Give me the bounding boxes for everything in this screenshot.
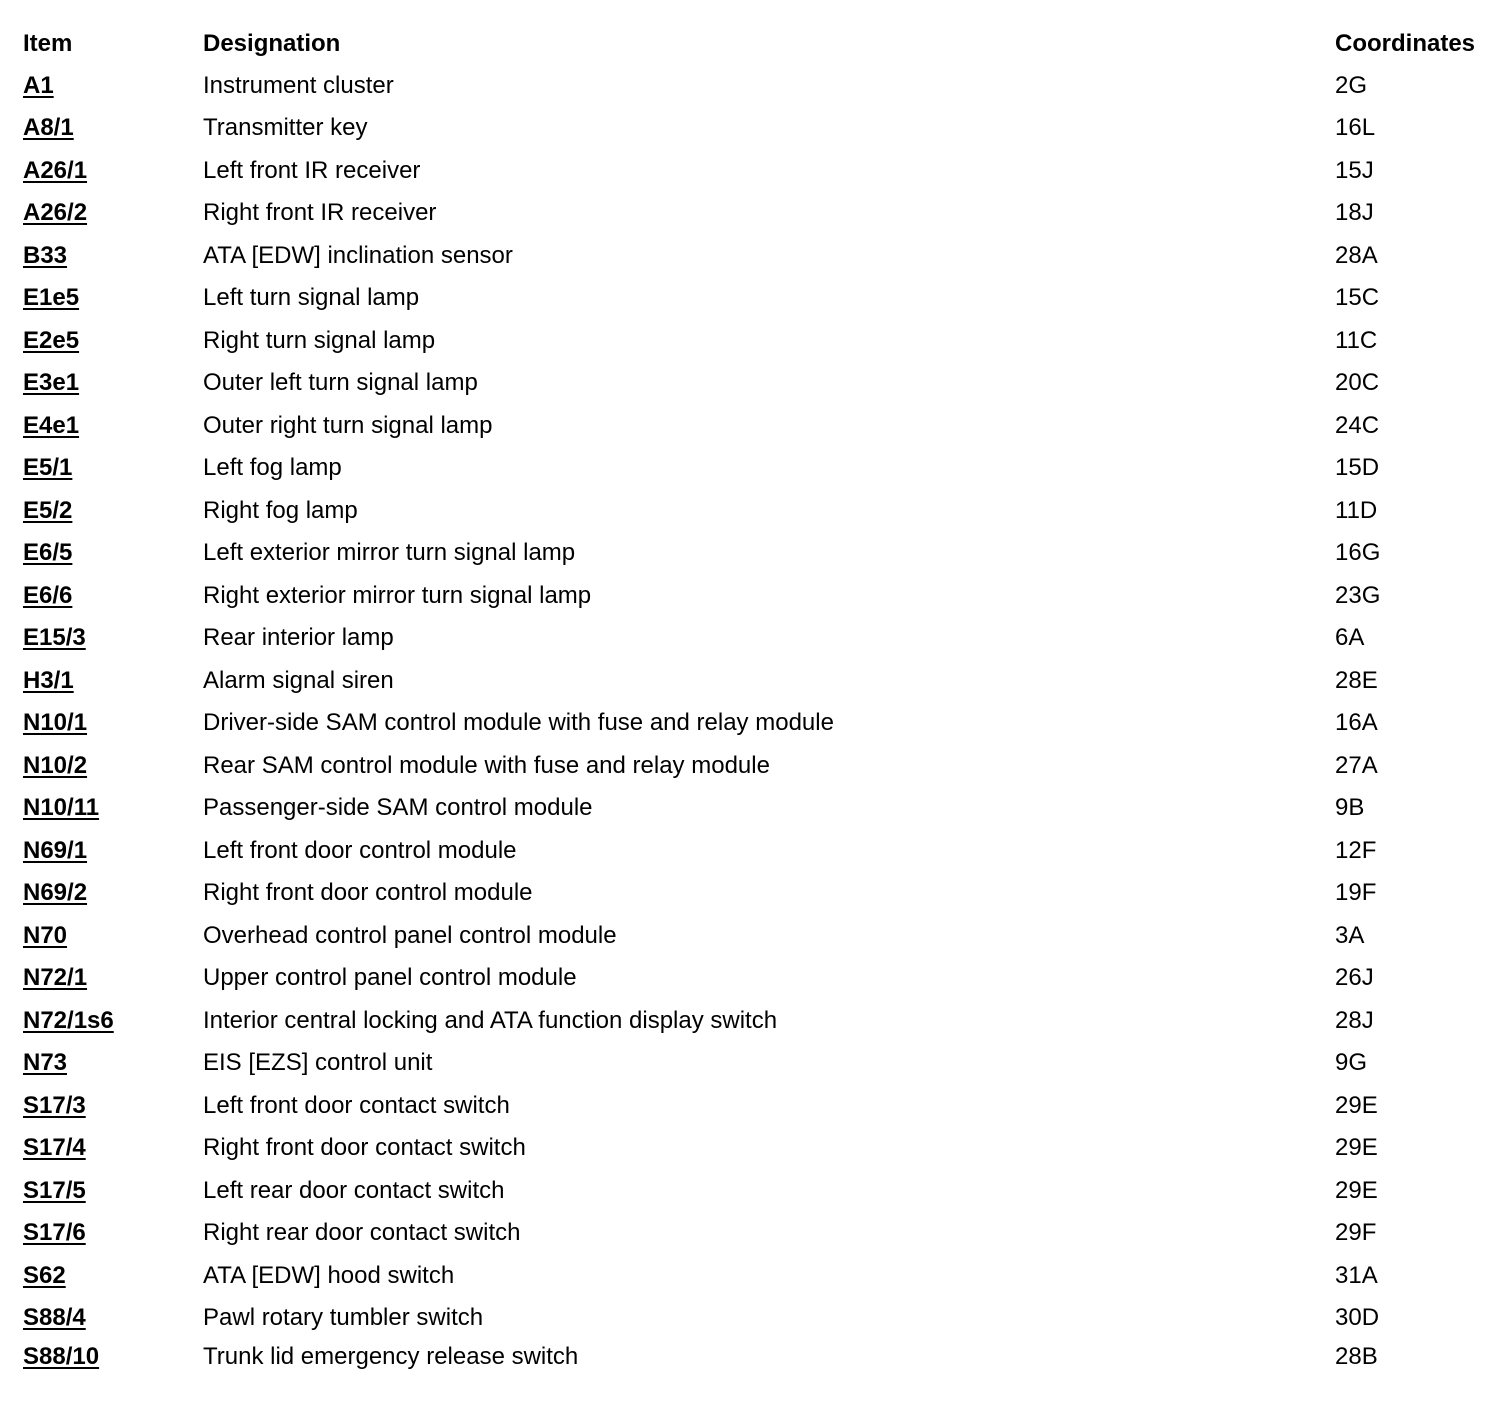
- item-link[interactable]: N69/1: [23, 837, 88, 864]
- header-item: Item: [23, 30, 73, 57]
- designation: Outer left turn signal lamp: [203, 369, 478, 396]
- designation: Right front door contact switch: [203, 1134, 526, 1161]
- legend-row: [0, 236, 1504, 276]
- item-link[interactable]: E3e1: [23, 369, 80, 396]
- designation: Rear interior lamp: [203, 624, 394, 651]
- item-link[interactable]: E6/5: [23, 539, 73, 566]
- item-link[interactable]: N69/2: [23, 879, 88, 906]
- legend-row: [0, 703, 1504, 743]
- legend-row: [0, 278, 1504, 318]
- legend-row: [0, 1171, 1504, 1211]
- item-link[interactable]: E2e5: [23, 327, 80, 354]
- item-link[interactable]: B33: [23, 242, 68, 269]
- item-link[interactable]: E15/3: [23, 624, 86, 651]
- coordinates: 20C: [1335, 369, 1380, 396]
- designation: Pawl rotary tumbler switch: [203, 1304, 484, 1331]
- legend-row: [0, 108, 1504, 148]
- coordinates: 19F: [1335, 879, 1377, 906]
- legend-row: [0, 1086, 1504, 1126]
- coordinates: 6A: [1335, 624, 1365, 651]
- designation: Rear SAM control module with fuse and relay module: [203, 752, 770, 779]
- item-link[interactable]: A8/1: [23, 114, 74, 141]
- designation: Transmitter key: [203, 114, 368, 141]
- coordinates: 9G: [1335, 1049, 1368, 1076]
- legend-row: [0, 406, 1504, 446]
- coordinates: 16A: [1335, 709, 1378, 736]
- item-link[interactable]: N10/11: [23, 794, 100, 821]
- coordinates: 18J: [1335, 199, 1374, 226]
- coordinates: 30D: [1335, 1304, 1380, 1331]
- item-link[interactable]: E6/6: [23, 582, 73, 609]
- designation: Right turn signal lamp: [203, 327, 436, 354]
- legend-header-row: [0, 24, 1504, 64]
- designation: Left turn signal lamp: [203, 284, 420, 311]
- designation: Alarm signal siren: [203, 667, 394, 694]
- item-link[interactable]: S17/5: [23, 1177, 86, 1204]
- item-link[interactable]: S62: [23, 1262, 66, 1289]
- coordinates: 28B: [1335, 1343, 1378, 1370]
- item-link[interactable]: N70: [23, 922, 68, 949]
- legend-row: [0, 1256, 1504, 1296]
- designation: EIS [EZS] control unit: [203, 1049, 433, 1076]
- coordinates: 15D: [1335, 454, 1380, 481]
- coordinates: 29F: [1335, 1219, 1377, 1246]
- legend-row: [0, 788, 1504, 828]
- legend-row: [0, 1337, 1504, 1377]
- legend-row: [0, 66, 1504, 106]
- coordinates: 16L: [1335, 114, 1376, 141]
- coordinates: 27A: [1335, 752, 1378, 779]
- item-link[interactable]: N72/1: [23, 964, 88, 991]
- item-link[interactable]: N73: [23, 1049, 68, 1076]
- legend-row: [0, 873, 1504, 913]
- coordinates: 12F: [1335, 837, 1377, 864]
- coordinates: 16G: [1335, 539, 1381, 566]
- coordinates: 29E: [1335, 1134, 1378, 1161]
- designation: ATA [EDW] hood switch: [203, 1262, 455, 1289]
- coordinates: 24C: [1335, 412, 1380, 439]
- item-link[interactable]: N10/1: [23, 709, 88, 736]
- designation: Right front door control module: [203, 879, 533, 906]
- designation: Left front door control module: [203, 837, 517, 864]
- item-link[interactable]: N10/2: [23, 752, 88, 779]
- coordinates: 28J: [1335, 1007, 1374, 1034]
- designation: Driver-side SAM control module with fuse and relay module: [203, 709, 834, 736]
- coordinates: 28E: [1335, 667, 1378, 694]
- designation: Right rear door contact switch: [203, 1219, 521, 1246]
- coordinates: 15J: [1335, 157, 1374, 184]
- designation: Left fog lamp: [203, 454, 342, 481]
- item-link[interactable]: S88/10: [23, 1343, 100, 1370]
- legend-row: [0, 321, 1504, 361]
- item-link[interactable]: S17/4: [23, 1134, 86, 1161]
- designation: Left front door contact switch: [203, 1092, 510, 1119]
- designation: Outer right turn signal lamp: [203, 412, 493, 439]
- item-link[interactable]: S17/3: [23, 1092, 86, 1119]
- legend-row: [0, 193, 1504, 233]
- header-designation: Designation: [203, 30, 341, 57]
- coordinates: 29E: [1335, 1177, 1378, 1204]
- coordinates: 26J: [1335, 964, 1374, 991]
- coordinates: 3A: [1335, 922, 1365, 949]
- item-link[interactable]: N72/1s6: [23, 1007, 114, 1034]
- designation: Right front IR receiver: [203, 199, 437, 226]
- designation: Interior central locking and ATA function display switch: [203, 1007, 778, 1034]
- coordinates: 31A: [1335, 1262, 1378, 1289]
- legend-row: [0, 448, 1504, 488]
- designation: Instrument cluster: [203, 72, 394, 99]
- header-coordinates: Coordinates: [1335, 30, 1476, 57]
- legend-row: [0, 1298, 1504, 1338]
- item-link[interactable]: A1: [23, 72, 54, 99]
- item-link[interactable]: S88/4: [23, 1304, 86, 1331]
- legend-row: [0, 1043, 1504, 1083]
- designation: Right exterior mirror turn signal lamp: [203, 582, 592, 609]
- legend-row: [0, 151, 1504, 191]
- legend-row: [0, 661, 1504, 701]
- coordinates: 28A: [1335, 242, 1378, 269]
- coordinates: 11C: [1335, 327, 1378, 354]
- item-link[interactable]: H3/1: [23, 667, 74, 694]
- coordinates: 23G: [1335, 582, 1381, 609]
- designation: Trunk lid emergency release switch: [203, 1343, 579, 1370]
- designation: Left exterior mirror turn signal lamp: [203, 539, 576, 566]
- designation: Passenger-side SAM control module: [203, 794, 593, 821]
- designation: Right fog lamp: [203, 497, 358, 524]
- legend-row: [0, 958, 1504, 998]
- coordinates: 29E: [1335, 1092, 1378, 1119]
- legend-row: [0, 363, 1504, 403]
- item-link[interactable]: E1e5: [23, 284, 80, 311]
- designation: Left rear door contact switch: [203, 1177, 505, 1204]
- legend-row: [0, 831, 1504, 871]
- legend-row: [0, 618, 1504, 658]
- item-link[interactable]: E4e1: [23, 412, 80, 439]
- legend-row: [0, 1213, 1504, 1253]
- legend-row: [0, 533, 1504, 573]
- coordinates: 9B: [1335, 794, 1365, 821]
- legend-row: [0, 491, 1504, 531]
- coordinates: 2G: [1335, 72, 1368, 99]
- coordinates: 11D: [1335, 497, 1378, 524]
- item-link[interactable]: S17/6: [23, 1219, 86, 1246]
- legend-row: [0, 1001, 1504, 1041]
- designation: Overhead control panel control module: [203, 922, 617, 949]
- item-link[interactable]: A26/1: [23, 157, 88, 184]
- designation: Upper control panel control module: [203, 964, 577, 991]
- designation: ATA [EDW] inclination sensor: [203, 242, 513, 269]
- legend-row: [0, 916, 1504, 956]
- coordinates: 15C: [1335, 284, 1380, 311]
- legend-row: [0, 746, 1504, 786]
- item-link[interactable]: A26/2: [23, 199, 88, 226]
- designation: Left front IR receiver: [203, 157, 421, 184]
- item-link[interactable]: E5/1: [23, 454, 73, 481]
- legend-row: [0, 576, 1504, 616]
- legend-row: [0, 1128, 1504, 1168]
- item-link[interactable]: E5/2: [23, 497, 73, 524]
